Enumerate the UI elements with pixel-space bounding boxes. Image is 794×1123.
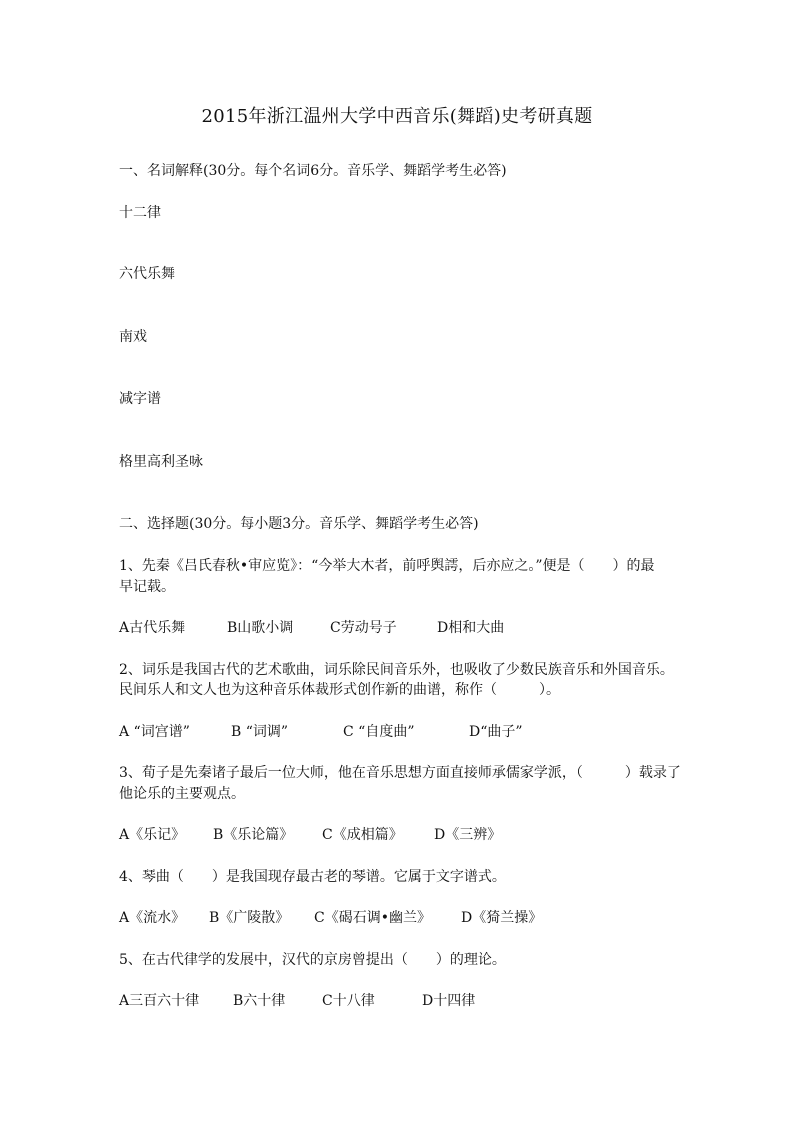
option-b: B六十律 <box>233 993 286 1009</box>
question-text: 他论乐的主要观点。 <box>119 786 245 802</box>
question-text: 早记载。 <box>119 579 175 595</box>
section1-heading: 一、名词解释(30分。每个名词6分。音乐学、舞蹈学考生必答) <box>119 163 507 179</box>
option-d: D“曲子” <box>469 724 523 740</box>
option-a: A “词宫谱” <box>119 724 190 740</box>
option-b: B《广陵散》 <box>209 910 290 926</box>
term-item: 格里高利圣咏 <box>119 454 203 470</box>
option-c: C十八律 <box>322 993 375 1009</box>
question-text: 5、在古代律学的发展中，汉代的京房曾提出（ ）的理论。 <box>119 952 506 968</box>
option-d: D《三辨》 <box>434 827 502 843</box>
question-text: 1、先秦《吕氏春秋•审应览》：“今举大木者，前呼舆謣，后亦应之。”便是（ ）的最 <box>119 558 655 574</box>
term-item: 六代乐舞 <box>119 266 175 282</box>
option-a: A三百六十律 <box>119 993 200 1009</box>
option-b: B “词调” <box>231 724 289 740</box>
question-text: 3、荀子是先秦诸子最后一位大师，他在音乐思想方面直接师承儒家学派，（ ）载录了 <box>119 765 681 781</box>
option-c: C《碣石调•幽兰》 <box>314 910 431 926</box>
option-b: B《乐论篇》 <box>213 827 294 843</box>
option-c: C劳动号子 <box>330 620 397 636</box>
option-d: D相和大曲 <box>437 620 505 636</box>
option-a: A《乐记》 <box>119 827 186 843</box>
option-c: C《成相篇》 <box>322 827 403 843</box>
question-text: 4、琴曲（ ）是我国现存最古老的琴谱。它属于文字谱式。 <box>119 869 506 885</box>
term-item: 南戏 <box>119 329 147 345</box>
page-title: 2015年浙江温州大学中西音乐(舞蹈)史考研真题 <box>201 106 593 127</box>
question-text: 2、词乐是我国古代的艺术歌曲，词乐除民间音乐外，也吸收了少数民族音乐和外国音乐。 <box>119 662 674 678</box>
question-text: 民间乐人和文人也为这种音乐体裁形式创作新的曲谱，称作（ ）。 <box>119 682 560 698</box>
term-item: 减字谱 <box>119 391 161 407</box>
option-a: A《流水》 <box>119 910 186 926</box>
option-b: B山歌小调 <box>227 620 294 636</box>
option-d: D《猗兰操》 <box>461 910 543 926</box>
section2-heading: 二、选择题(30分。每小题3分。音乐学、舞蹈学考生必答) <box>119 516 479 532</box>
option-a: A古代乐舞 <box>119 620 186 636</box>
option-d: D十四律 <box>422 993 476 1009</box>
option-c: C “自度曲” <box>343 724 415 740</box>
term-item: 十二律 <box>119 205 161 221</box>
